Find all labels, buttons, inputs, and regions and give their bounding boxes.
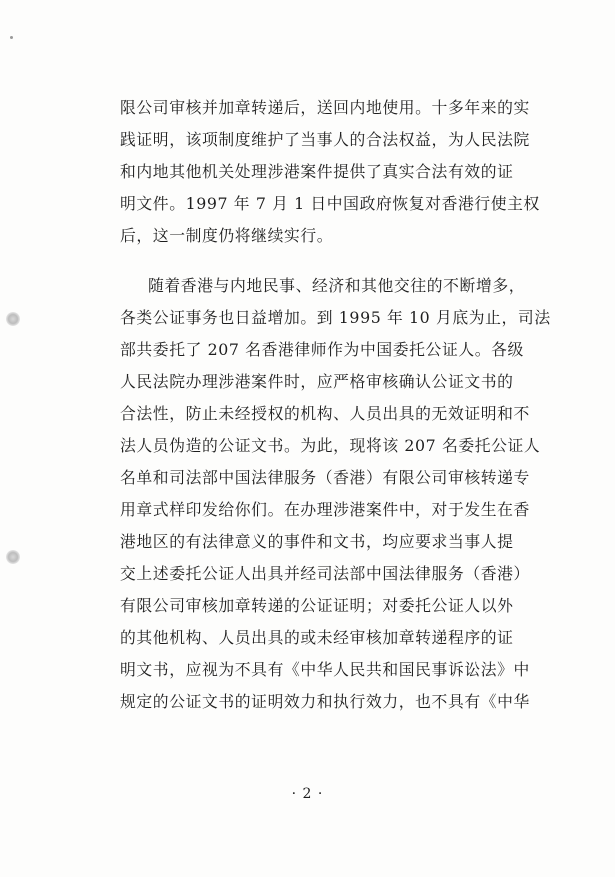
text-line: 限公司审核并加章转递后，送回内地使用。十多年来的实 <box>120 98 530 117</box>
text-line: 的其他机构、人员出具的或未经审核加章转递程序的证 <box>120 628 514 647</box>
text-line: 合法性，防止未经授权的机构、人员出具的无效证明和不 <box>120 404 530 423</box>
text-line: 法人员伪造的公证文书。为此，现将该 207 名委托公证人 <box>120 436 541 455</box>
text-line: 践证明，该项制度维护了当事人的合法权益，为人民法院 <box>120 130 530 149</box>
text-line: 后，这一制度仍将继续实行。 <box>120 226 334 245</box>
text-line: 有限公司审核加章转递的公证证明；对委托公证人以外 <box>120 596 514 615</box>
text-line: 人民法院办理涉港案件时，应严格审核确认公证文书的 <box>120 372 514 391</box>
body-text <box>120 92 551 718</box>
text-line: 名单和司法部中国法律服务（香港）有限公司审核转递专 <box>120 468 530 487</box>
text-line: 交上述委托公证人出具并经司法部中国法律服务（香港） <box>120 564 530 583</box>
text-line: 明文书，应视为不具有《中华人民共和国民事诉讼法》中 <box>120 660 530 679</box>
punch-hole-top <box>6 312 20 326</box>
punch-hole-bottom <box>6 550 20 564</box>
text-line: 各类公证事务也日益增加。到 1995 年 10 月底为止，司法 <box>120 308 551 327</box>
text-line: 规定的公证文书的证明效力和执行效力，也不具有《中华 <box>120 692 530 711</box>
text-line: 用章式样印发给你们。在办理涉港案件中，对于发生在香 <box>120 500 530 519</box>
scan-speck <box>10 36 13 39</box>
text-line: 港地区的有法律意义的事件和文书，均应要求当事人提 <box>120 532 514 551</box>
text-line: 和内地其他机关处理涉港案件提供了真实合法有效的证 <box>120 162 514 181</box>
text-line: 随着香港与内地民事、经济和其他交往的不断增多， <box>148 276 526 295</box>
text-line: 部共委托了 207 名香港律师作为中国委托公证人。各级 <box>120 340 524 359</box>
text-line: 明文件。1997 年 7 月 1 日中国政府恢复对香港行使主权 <box>120 194 540 213</box>
page-number: · 2 · <box>291 786 324 802</box>
